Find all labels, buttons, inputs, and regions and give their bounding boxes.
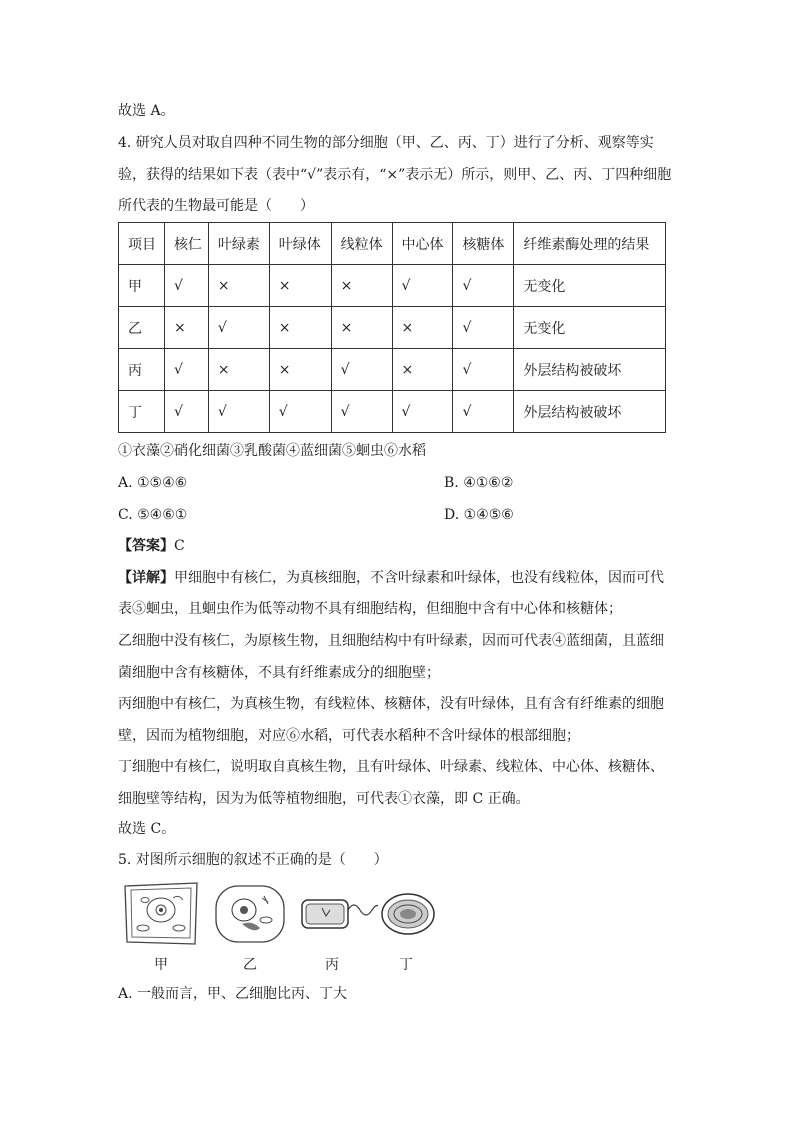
table-header-cell: 叶绿体 xyxy=(269,223,331,265)
explanation-line-3: 乙细胞中没有核仁，为原核生物，且细胞结构中有叶绿素，因而可代表④蓝细菌，且蓝细 xyxy=(118,633,664,649)
table-header-cell: 纤维素酶处理的结果 xyxy=(514,223,666,265)
table-cell: √ xyxy=(269,391,331,433)
table-cell: 无变化 xyxy=(514,265,666,307)
table-row xyxy=(119,307,666,349)
table-cell: 丙 xyxy=(119,349,165,391)
explanation-line-7: 丁细胞中有核仁，说明取自真核生物，且有叶绿体、叶绿素、线粒体、中心体、核糖体、 xyxy=(118,759,664,775)
table-header-row xyxy=(119,223,666,265)
table-cell: √ xyxy=(453,349,514,391)
table-cell: 外层结构被破坏 xyxy=(514,349,666,391)
q4-stem-line-2: 验，获得的结果如下表（表中“√”表示有，“×”表示无）所示，则甲、乙、丙、丁四种细胞 xyxy=(118,167,672,183)
q4-stem-line-3: 所代表的生物最可能是（ ） xyxy=(118,198,314,214)
explanation-line-6: 壁，因而为植物细胞，对应⑥水稻，可代表水稻种不含叶绿体的根部细胞； xyxy=(118,728,580,744)
q3-conclusion: 故选 A。 xyxy=(118,103,175,119)
table-cell: √ xyxy=(164,391,208,433)
caption-ding: 丁 xyxy=(399,957,413,973)
option-d: D. ①④⑤⑥ xyxy=(444,507,514,523)
plant-cell-figure xyxy=(121,880,201,948)
table-cell: × xyxy=(164,307,208,349)
organism-list: ①衣藻②硝化细菌③乳酸菌④蓝细菌⑤蛔虫⑥水稻 xyxy=(118,443,426,459)
animal-cell-figure xyxy=(214,884,286,944)
option-c: C. ⑤④⑥① xyxy=(118,507,188,523)
table-cell: × xyxy=(331,265,392,307)
table-cell: × xyxy=(269,349,331,391)
explain-tag: 【详解】 xyxy=(118,570,174,586)
q4-conclusion: 故选 C。 xyxy=(118,821,176,837)
table-cell: √ xyxy=(208,307,269,349)
table-row xyxy=(119,391,666,433)
table-cell: × xyxy=(392,349,453,391)
q5-stem: 5. 对图所示细胞的叙述不正确的是（ ） xyxy=(118,852,388,868)
table-cell: 无变化 xyxy=(514,307,666,349)
cyanobacterium-cell-figure xyxy=(380,892,436,936)
table-header-cell: 核糖体 xyxy=(453,223,514,265)
explanation-line-2: 表⑤蛔虫，且蛔虫作为低等动物不具有细胞结构，但细胞中含有中心体和核糖体； xyxy=(118,601,622,617)
caption-jia: 甲 xyxy=(154,957,168,973)
table-header-cell: 项目 xyxy=(119,223,165,265)
q5-option-a: A. 一般而言，甲、乙细胞比丙、丁大 xyxy=(118,986,348,1002)
observation-table xyxy=(118,222,666,433)
table-row xyxy=(119,349,666,391)
bacterium-cell-figure xyxy=(300,894,380,934)
table-cell: × xyxy=(331,307,392,349)
table-cell: × xyxy=(269,265,331,307)
table-cell: √ xyxy=(164,349,208,391)
table-cell: √ xyxy=(453,391,514,433)
table-cell: √ xyxy=(208,391,269,433)
table-header-cell: 线粒体 xyxy=(331,223,392,265)
table-header-cell: 中心体 xyxy=(392,223,453,265)
explanation-line-1 xyxy=(118,568,664,588)
table-cell: × xyxy=(269,307,331,349)
explanation-line-8: 细胞壁等结构，因为为低等植物细胞，可代表①衣藻，即 C 正确。 xyxy=(118,791,530,807)
explain-text: 甲细胞中有核仁，为真核细胞，不含叶绿素和叶绿体，也没有线粒体，因而可代 xyxy=(174,570,664,586)
answer-line xyxy=(118,536,185,556)
answer-tag: 【答案】 xyxy=(118,538,174,554)
caption-yi: 乙 xyxy=(243,957,257,973)
table-header-cell: 叶绿素 xyxy=(208,223,269,265)
explanation-line-5: 丙细胞中有核仁，为真核生物，有线粒体、核糖体，没有叶绿体，且有含有纤维素的细胞 xyxy=(118,696,664,712)
table-cell: √ xyxy=(392,391,453,433)
table-cell: √ xyxy=(164,265,208,307)
table-cell: 外层结构被破坏 xyxy=(514,391,666,433)
table-cell: 丁 xyxy=(119,391,165,433)
table-cell: 乙 xyxy=(119,307,165,349)
answer-value: C xyxy=(174,538,185,554)
table-cell: √ xyxy=(331,349,392,391)
caption-bing: 丙 xyxy=(325,957,339,973)
table-cell: √ xyxy=(453,265,514,307)
table-row xyxy=(119,265,666,307)
table-header-cell: 核仁 xyxy=(164,223,208,265)
table-cell: × xyxy=(208,349,269,391)
table-cell: × xyxy=(208,265,269,307)
option-a: A. ①⑤④⑥ xyxy=(118,475,188,491)
explanation-line-4: 菌细胞中含有核糖体，不具有纤维素成分的细胞壁； xyxy=(118,665,440,681)
q4-stem-line-1: 4. 研究人员对取自四种不同生物的部分细胞（甲、乙、丙、丁）进行了分析、观察等实 xyxy=(118,135,654,151)
table-cell: × xyxy=(392,307,453,349)
table-cell: √ xyxy=(331,391,392,433)
option-b: B. ④①⑥② xyxy=(444,475,514,491)
table-cell: √ xyxy=(392,265,453,307)
table-cell: 甲 xyxy=(119,265,165,307)
table-cell: √ xyxy=(453,307,514,349)
